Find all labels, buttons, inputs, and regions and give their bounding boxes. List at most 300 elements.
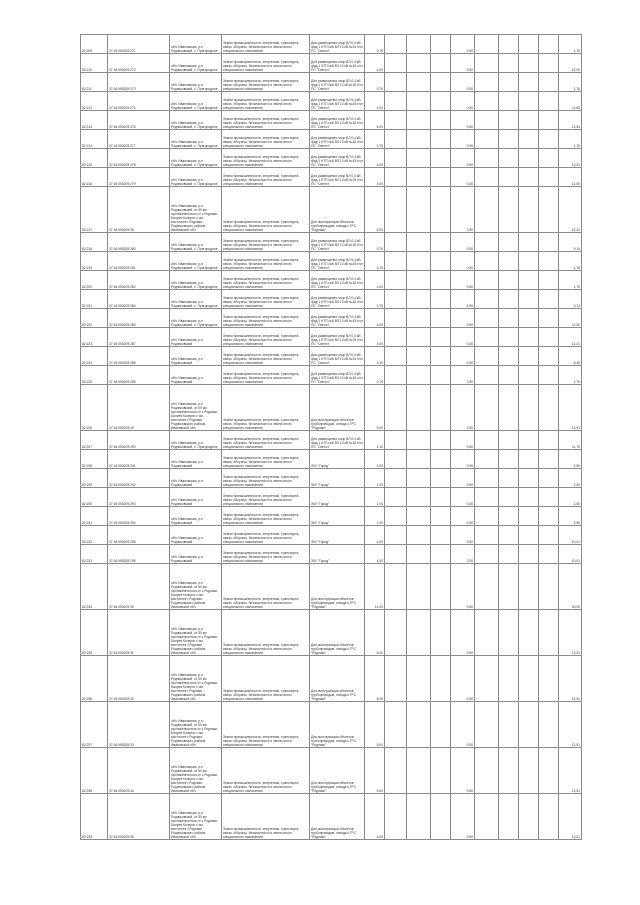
cell-empty — [499, 54, 519, 73]
cell-empty — [431, 748, 451, 794]
cell-empty — [539, 431, 559, 450]
cell-id: 82:222 — [81, 309, 108, 328]
cell-area: 4,00 — [365, 309, 385, 328]
cell-use: Для эксплуатации объектов трубопроводов, отвода к ГРС "Родники" — [310, 385, 365, 431]
cell-use: Для эксплуатации объектов трубопроводов, отвода к ГРС "Родники" — [310, 564, 365, 610]
cell-res: 10,01 — [559, 545, 582, 564]
cell-res: 2,50 — [559, 507, 582, 526]
cell-empty — [539, 469, 559, 488]
cell-cad: 37:16:050209:277 — [108, 130, 170, 149]
cell-cat: Земли промышленности, энергетики, транспорта, связи, обороны, безопасности и земли иного специального назначения — [222, 450, 310, 469]
cell-empty — [499, 385, 519, 431]
cell-addr: обл. Ивановская, р-н Родниковский, от 50 км протяжённостью от с.Родники-Балуев Кочерги с им. восточнее г.Родники Родниковского района Ивановской обл — [170, 656, 222, 702]
cell-empty — [475, 290, 499, 309]
cell-empty — [475, 233, 499, 252]
cell-cad: 37:16:050209:35 — [108, 794, 170, 840]
cell-cat: Земли промышленности, энергетики, транспорта, связи, обороны, безопасности и земли иного специального назначения — [222, 233, 310, 252]
cell-empty — [475, 526, 499, 545]
cell-tax: 0,50 — [451, 794, 475, 840]
cell-cad: 37:16:050209:32 — [108, 656, 170, 702]
cell-tax: 0,50 — [451, 252, 475, 271]
cell-area: 5,00 — [365, 610, 385, 656]
cell-empty — [385, 385, 407, 431]
cell-area: 0,75 — [365, 130, 385, 149]
cell-empty — [519, 290, 539, 309]
cell-res: 12,51 — [559, 702, 582, 748]
cell-empty — [519, 233, 539, 252]
cell-empty — [407, 347, 431, 366]
cell-id: 82:238 — [81, 748, 108, 794]
cell-area: 5,00 — [365, 748, 385, 794]
cell-res: 11,00 — [559, 309, 582, 328]
cell-use: Для эксплуатации объектов трубопроводов, отвода к ГРС "Родники" — [310, 656, 365, 702]
cell-empty — [499, 252, 519, 271]
cell-empty — [431, 35, 451, 54]
cell-area: 4,00 — [365, 794, 385, 840]
cell-empty — [385, 507, 407, 526]
cell-empty — [519, 168, 539, 187]
cell-id: 82:232 — [81, 526, 108, 545]
cell-area: 4,00 — [365, 271, 385, 290]
cell-id: 82:230 — [81, 488, 108, 507]
cell-res: 1,75 — [559, 73, 582, 92]
cell-cad: 37:16:050209:295 — [108, 526, 170, 545]
cell-cat: Земли промышленности, энергетики, транспорта, связи, обороны, безопасности и земли иного специального назначения — [222, 252, 310, 271]
cell-empty — [385, 656, 407, 702]
cell-empty — [407, 54, 431, 73]
cell-empty — [499, 309, 519, 328]
cell-use: Для размещения опор ВЛ 0,4 кВ фид.1 КТП №6 ВЛ 10 кВ №15 п/ст ПС "Светоч" — [310, 366, 365, 385]
cell-empty — [385, 366, 407, 385]
cell-empty — [499, 233, 519, 252]
cell-empty — [519, 328, 539, 347]
cell-use: Для размещения опор ВЛ 0,4 кВ фид.1 КТП №6 ВЛ 10 кВ №15 п/ст ПС "Светоч" — [310, 73, 365, 92]
cell-empty — [475, 431, 499, 450]
cell-id: 82:231 — [81, 507, 108, 526]
cell-empty — [475, 347, 499, 366]
cell-use: Для размещения опор ВЛ 0,4 кВ фид.1 КТП №6 ВЛ 10 кВ №15 п/ст ПС "Светоч" — [310, 309, 365, 328]
cell-empty — [539, 252, 559, 271]
cell-empty — [499, 130, 519, 149]
cell-empty — [475, 488, 499, 507]
cell-cad: 37:16:050209:28 — [108, 187, 170, 233]
cell-cat: Земли промышленности, энергетики, транспорта, связи, обороны, безопасности и земли иного специального назначения — [222, 309, 310, 328]
cell-empty — [499, 702, 519, 748]
cell-cad: 37:16:050209:273 — [108, 73, 170, 92]
cell-addr: обл. Ивановская, р-н Родниковский, с. Пригородное — [170, 92, 222, 111]
cell-empty — [519, 450, 539, 469]
cell-cad: 37:16:050209:274 — [108, 92, 170, 111]
cell-res: 12,51 — [559, 656, 582, 702]
cell-empty — [385, 54, 407, 73]
cell-empty — [499, 794, 519, 840]
table-row — [81, 526, 582, 545]
cell-empty — [519, 431, 539, 450]
cell-tax: 0,50 — [451, 92, 475, 111]
cell-id: 82:216 — [81, 168, 108, 187]
cell-area: 4,00 — [365, 149, 385, 168]
cell-id: 82:233 — [81, 545, 108, 564]
cell-empty — [499, 73, 519, 92]
cell-res: 10,01 — [559, 526, 582, 545]
cell-tax: 0,50 — [451, 73, 475, 92]
cell-use: Для размещения опор ВЛ 0,4 кВ фид.1 КТП №6 ВЛ 10 кВ №15 п/ст ПС "Светоч" — [310, 149, 365, 168]
cell-empty — [385, 469, 407, 488]
cell-addr: обл. Ивановская, р-н Родниковский, от 50 км протяжённостью от с.Родники-Балуев Кочерги с им. восточнее г.Родники Родниковского района Ивановской обл — [170, 748, 222, 794]
cell-empty — [475, 73, 499, 92]
cell-res: 2,50 — [559, 488, 582, 507]
cell-id: 82:209 — [81, 35, 108, 54]
cell-cad: 37:16:050209:280 — [108, 233, 170, 252]
cell-empty — [475, 545, 499, 564]
cell-empty — [407, 748, 431, 794]
table-body — [81, 35, 582, 840]
cell-empty — [385, 309, 407, 328]
cell-id: 82:235 — [81, 610, 108, 656]
cell-empty — [431, 488, 451, 507]
cell-id: 82:210 — [81, 54, 108, 73]
cell-area: 4,00 — [365, 328, 385, 347]
cell-addr: обл. Ивановская, р-н Родниковский, от 50 км протяжённостью от с.Родники-Балуев Кочерги с им. восточнее г.Родники Родниковского района Ивановской обл — [170, 385, 222, 431]
cell-empty — [519, 656, 539, 702]
cell-empty — [539, 794, 559, 840]
table-row — [81, 610, 582, 656]
cell-empty — [499, 111, 519, 130]
cell-cat: Земли промышленности, энергетики, транспорта, связи, обороны, безопасности и земли иного специального назначения — [222, 347, 310, 366]
cell-cat: Земли промышленности, энергетики, транспорта, связи, обороны, безопасности и земли иного специального назначения — [222, 702, 310, 748]
cell-empty — [475, 564, 499, 610]
cell-addr: обл. Ивановская, р-н Родниковский — [170, 347, 222, 366]
cell-cat: Земли промышленности, энергетики, транспорта, связи, обороны, безопасности и земли иного специального назначения — [222, 469, 310, 488]
cell-empty — [431, 92, 451, 111]
cell-empty — [499, 610, 519, 656]
cell-empty — [539, 271, 559, 290]
cell-cad: 37:16:050209:31 — [108, 610, 170, 656]
cell-empty — [519, 794, 539, 840]
cell-tax: 0,50 — [451, 271, 475, 290]
cell-addr: обл. Ивановская, р-н Родниковский — [170, 526, 222, 545]
table-row — [81, 347, 582, 366]
cell-cat: Земли промышленности, энергетики, транспорта, связи, обороны, безопасности и земли иного специального назначения — [222, 431, 310, 450]
cell-empty — [539, 610, 559, 656]
cell-use: Для размещения опор ВЛ 0,4 кВ фид.1 КТП №6 ВЛ 10 кВ №15 п/ст ПС "Светоч" — [310, 168, 365, 187]
cell-empty — [407, 564, 431, 610]
cell-area: 0,75 — [365, 290, 385, 309]
cell-empty — [475, 252, 499, 271]
cell-tax: 0,50 — [451, 526, 475, 545]
table-row — [81, 545, 582, 564]
cell-cat: Земли промышленности, энергетики, транспорта, связи, обороны, безопасности и земли иного специального назначения — [222, 748, 310, 794]
cell-res: 12,51 — [559, 748, 582, 794]
table-row — [81, 309, 582, 328]
cell-id: 82:224 — [81, 347, 108, 366]
cell-empty — [407, 431, 431, 450]
cell-cat: Земли промышленности, энергетики, транспорта, связи, обороны, безопасности и земли иного специального назначения — [222, 92, 310, 111]
cell-cat: Земли промышленности, энергетики, транспорта, связи, обороны, безопасности и земли иного специального назначения — [222, 130, 310, 149]
cell-empty — [499, 168, 519, 187]
cell-empty — [475, 507, 499, 526]
cell-id: 82:226 — [81, 385, 108, 431]
cell-area: 0,75 — [365, 366, 385, 385]
cell-empty — [539, 290, 559, 309]
cell-empty — [407, 187, 431, 233]
table-row — [81, 168, 582, 187]
cell-empty — [475, 328, 499, 347]
cell-cad: 37:16:050209:30 — [108, 564, 170, 610]
cell-empty — [539, 450, 559, 469]
cell-res: 9,10 — [559, 233, 582, 252]
table-row — [81, 564, 582, 610]
cell-empty — [519, 111, 539, 130]
cell-empty — [499, 35, 519, 54]
cell-addr: обл. Ивановская, р-н Родниковский, с. Пригородное — [170, 54, 222, 73]
cell-empty — [499, 564, 519, 610]
cell-cat: Земли промышленности, энергетики, транспорта, связи, обороны, безопасности и земли иного специального назначения — [222, 656, 310, 702]
cell-id: 82:211 — [81, 73, 108, 92]
cell-id: 82:221 — [81, 290, 108, 309]
cell-res: 1,75 — [559, 366, 582, 385]
cell-empty — [475, 35, 499, 54]
cell-area: 14,00 — [365, 564, 385, 610]
cell-empty — [407, 366, 431, 385]
cell-res: 40,00 — [559, 564, 582, 610]
cell-use: Для размещения опор ВЛ 0,4 кВ фид.1 КТП №6 ВЛ 10 кВ №15 п/ст ПС "Светоч" — [310, 347, 365, 366]
cell-res: 10,01 — [559, 794, 582, 840]
cell-empty — [407, 168, 431, 187]
cell-empty — [539, 35, 559, 54]
cell-empty — [431, 347, 451, 366]
cell-empty — [519, 385, 539, 431]
cell-id: 82:228 — [81, 450, 108, 469]
cell-res: 2,50 — [559, 469, 582, 488]
cell-id: 82:236 — [81, 656, 108, 702]
cell-res: 11,65 — [559, 92, 582, 111]
cell-addr: обл. Ивановская, р-н Родниковский, от 50 км протяжённостью от с.Родники-Балуев Кочерги с им. восточнее г.Родники Родниковского района Ивановской обл — [170, 564, 222, 610]
cell-empty — [519, 347, 539, 366]
cell-empty — [385, 92, 407, 111]
cell-empty — [519, 366, 539, 385]
cell-area: 0,75 — [365, 73, 385, 92]
cell-empty — [407, 290, 431, 309]
cell-tax: 0,50 — [451, 130, 475, 149]
land-plots-table — [80, 34, 582, 840]
cell-empty — [499, 507, 519, 526]
cell-empty — [519, 702, 539, 748]
table-row — [81, 656, 582, 702]
cell-use: ЗКУ "Город" — [310, 545, 365, 564]
cell-empty — [385, 748, 407, 794]
cell-use: Для размещения опор ВЛ 0,4 кВ фид.1 КТП №6 ВЛ 10 кВ №15 п/ст ПС "Светоч" — [310, 233, 365, 252]
cell-cat: Земли промышленности, энергетики, транспорта, связи, обороны, безопасности и земли иного специального назначения — [222, 488, 310, 507]
cell-empty — [539, 92, 559, 111]
cell-tax: 0,50 — [451, 431, 475, 450]
cell-cad: 37:16:050209:292 — [108, 469, 170, 488]
cell-empty — [385, 328, 407, 347]
cell-empty — [431, 233, 451, 252]
cell-empty — [499, 290, 519, 309]
cell-empty — [519, 149, 539, 168]
cell-empty — [519, 187, 539, 233]
cell-use: Для размещения опор ВЛ 0,4 кВ фид.1 КТП №6 ВЛ 10 кВ №15 п/ст ПС "Светоч" — [310, 328, 365, 347]
cell-addr: обл. Ивановская, р-н Родниковский, от 50 км протяжённостью от с.Родники-Балуев Кочерги с им. восточнее г.Родники Родниковского района Ивановской обл — [170, 702, 222, 748]
cell-addr: обл. Ивановская, р-н Родниковский, с. Пригородное — [170, 233, 222, 252]
cell-cad: 37:16:050209:33 — [108, 702, 170, 748]
cell-empty — [475, 130, 499, 149]
cell-use: Для размещения опор ВЛ 0,4 кВ фид.1 КТП №6 ВЛ 10 кВ №15 п/ст ПС "Светоч" — [310, 290, 365, 309]
table-row — [81, 149, 582, 168]
cell-empty — [385, 233, 407, 252]
table-row — [81, 431, 582, 450]
cell-tax: 0,50 — [451, 111, 475, 130]
cell-empty — [385, 545, 407, 564]
cell-use: Для эксплуатации объектов трубопроводов, отвода к ГРС "Родники" — [310, 610, 365, 656]
cell-use: ЗКУ "Город" — [310, 507, 365, 526]
table-row — [81, 385, 582, 431]
cell-res: 12,21 — [559, 328, 582, 347]
cell-area: 1,00 — [365, 469, 385, 488]
cell-empty — [539, 328, 559, 347]
cell-empty — [475, 702, 499, 748]
cell-addr: обл. Ивановская, р-н Родниковский, с. Пригородное — [170, 149, 222, 168]
cell-empty — [475, 271, 499, 290]
cell-addr: обл. Ивановская, р-н Родниковский, с. Пригородное — [170, 111, 222, 130]
table-row — [81, 290, 582, 309]
cell-res: 12,31 — [559, 187, 582, 233]
cell-cad: 37:16:050209:287 — [108, 328, 170, 347]
table-row — [81, 469, 582, 488]
cell-empty — [499, 526, 519, 545]
table-row — [81, 233, 582, 252]
cell-id: 82:223 — [81, 328, 108, 347]
cell-tax: 0,50 — [451, 54, 475, 73]
cell-cat: Земли промышленности, энергетики, транспорта, связи, обороны, безопасности и земли иного специального назначения — [222, 385, 310, 431]
cell-addr: обл. Ивановская, р-н Родниковский, от 50 км протяжённостью от с.Родники-Балуев Кочерги с им. восточнее г.Родники Родниковского района Ивановской обл — [170, 187, 222, 233]
cell-id: 82:218 — [81, 233, 108, 252]
cell-cat: Земли промышленности, энергетики, транспорта, связи, обороны, безопасности и земли иного специального назначения — [222, 271, 310, 290]
cell-empty — [519, 526, 539, 545]
cell-empty — [385, 794, 407, 840]
cell-empty — [407, 450, 431, 469]
cell-id: 82:220 — [81, 271, 108, 290]
cell-empty — [407, 328, 431, 347]
cell-tax: 0,50 — [451, 328, 475, 347]
cell-empty — [539, 488, 559, 507]
cell-empty — [539, 702, 559, 748]
cell-empty — [475, 748, 499, 794]
cell-empty — [407, 233, 431, 252]
cell-cad: 37:16:050209:296 — [108, 545, 170, 564]
cell-addr: обл. Ивановская, р-н Родниковский — [170, 488, 222, 507]
cell-use: Для размещения опор ВЛ 0,4 кВ фид.1 КТП №6 ВЛ 10 кВ №15 п/ст ПС "Светоч" — [310, 130, 365, 149]
cell-cad: 37:16:050209:289 — [108, 366, 170, 385]
cell-empty — [519, 252, 539, 271]
cell-empty — [407, 252, 431, 271]
cell-tax: 0,50 — [451, 168, 475, 187]
cell-area: 5,00 — [365, 656, 385, 702]
cell-empty — [431, 610, 451, 656]
cell-addr: обл. Ивановская, р-н Родниковский — [170, 366, 222, 385]
cell-res: 12,54 — [559, 111, 582, 130]
cell-empty — [431, 702, 451, 748]
cell-use: Для размещения опор ВЛ 0,4 кВ фид.1 КТП №6 ВЛ 10 кВ №15 п/ст ПС "Светоч" — [310, 271, 365, 290]
table-row — [81, 92, 582, 111]
cell-empty — [475, 187, 499, 233]
cell-tax: 0,50 — [451, 656, 475, 702]
cell-empty — [499, 149, 519, 168]
cell-cad: 37:16:050209:284 — [108, 290, 170, 309]
cell-addr: обл. Ивановская, р-н Родниковский, от 50 км протяжённостью от с.Родники-Балуев Кочерги с им. восточнее г.Родники Родниковского района Ивановской обл — [170, 794, 222, 840]
table-row — [81, 111, 582, 130]
cell-use: ЗКУ "Город" — [310, 450, 365, 469]
cell-empty — [519, 564, 539, 610]
cell-res: 11,75 — [559, 431, 582, 450]
cell-empty — [475, 610, 499, 656]
cell-addr: обл. Ивановская, р-н Родниковский, от 50 км протяжённостью от с.Родники-Балуев Кочерги с им. восточнее г.Родники Родниковского района Ивановской обл — [170, 610, 222, 656]
cell-res: 10,51 — [559, 149, 582, 168]
cell-empty — [431, 328, 451, 347]
cell-cat: Земли промышленности, энергетики, транспорта, связи, обороны, безопасности и земли иного специального назначения — [222, 507, 310, 526]
cell-id: 82:212 — [81, 92, 108, 111]
cell-empty — [539, 130, 559, 149]
cell-empty — [385, 347, 407, 366]
cell-empty — [539, 526, 559, 545]
cell-res: 8,45 — [559, 347, 582, 366]
cell-empty — [431, 431, 451, 450]
cell-tax: 0,50 — [451, 488, 475, 507]
cell-empty — [475, 309, 499, 328]
cell-empty — [431, 54, 451, 73]
cell-cad: 37:16:050209:281 — [108, 252, 170, 271]
cell-cad: 37:16:050209:34 — [108, 748, 170, 794]
cell-empty — [519, 507, 539, 526]
table-row — [81, 328, 582, 347]
cell-empty — [407, 794, 431, 840]
cell-res: 1,75 — [559, 130, 582, 149]
cell-empty — [475, 366, 499, 385]
cell-cat: Земли промышленности, энергетики, транспорта, связи, обороны, безопасности и земли иного специального назначения — [222, 366, 310, 385]
cell-area: 4,00 — [365, 54, 385, 73]
cell-empty — [385, 168, 407, 187]
cell-res: 12,00 — [559, 54, 582, 73]
cell-use: Для размещения опор ВЛ 0,4 кВ фид.1 КТП №6 ВЛ 10 кВ №15 п/ст ПС "Светоч" — [310, 111, 365, 130]
table-row — [81, 794, 582, 840]
table-row — [81, 130, 582, 149]
cell-id: 82:227 — [81, 431, 108, 450]
table-row — [81, 450, 582, 469]
cell-empty — [519, 271, 539, 290]
cell-tax: 2,50 — [451, 545, 475, 564]
cell-tax: 0,50 — [451, 702, 475, 748]
cell-area: 4,00 — [365, 92, 385, 111]
cell-area: 4,00 — [365, 168, 385, 187]
cell-area: 0,75 — [365, 252, 385, 271]
cell-empty — [385, 130, 407, 149]
cell-empty — [539, 54, 559, 73]
table-row — [81, 366, 582, 385]
cell-addr: обл. Ивановская, р-н Родниковский, с. Пригородное — [170, 73, 222, 92]
cell-empty — [539, 564, 559, 610]
cell-empty — [475, 168, 499, 187]
cell-empty — [431, 656, 451, 702]
cell-empty — [539, 347, 559, 366]
cell-use: ЗКУ "Город" — [310, 488, 365, 507]
cell-use: ЗКУ "Город" — [310, 469, 365, 488]
cell-cad: 37:16:050209:291 — [108, 450, 170, 469]
cell-empty — [519, 610, 539, 656]
cell-empty — [407, 111, 431, 130]
cell-cat: Земли промышленности, энергетики, транспорта, связи, обороны, безопасности и земли иного специального назначения — [222, 73, 310, 92]
cell-empty — [499, 488, 519, 507]
